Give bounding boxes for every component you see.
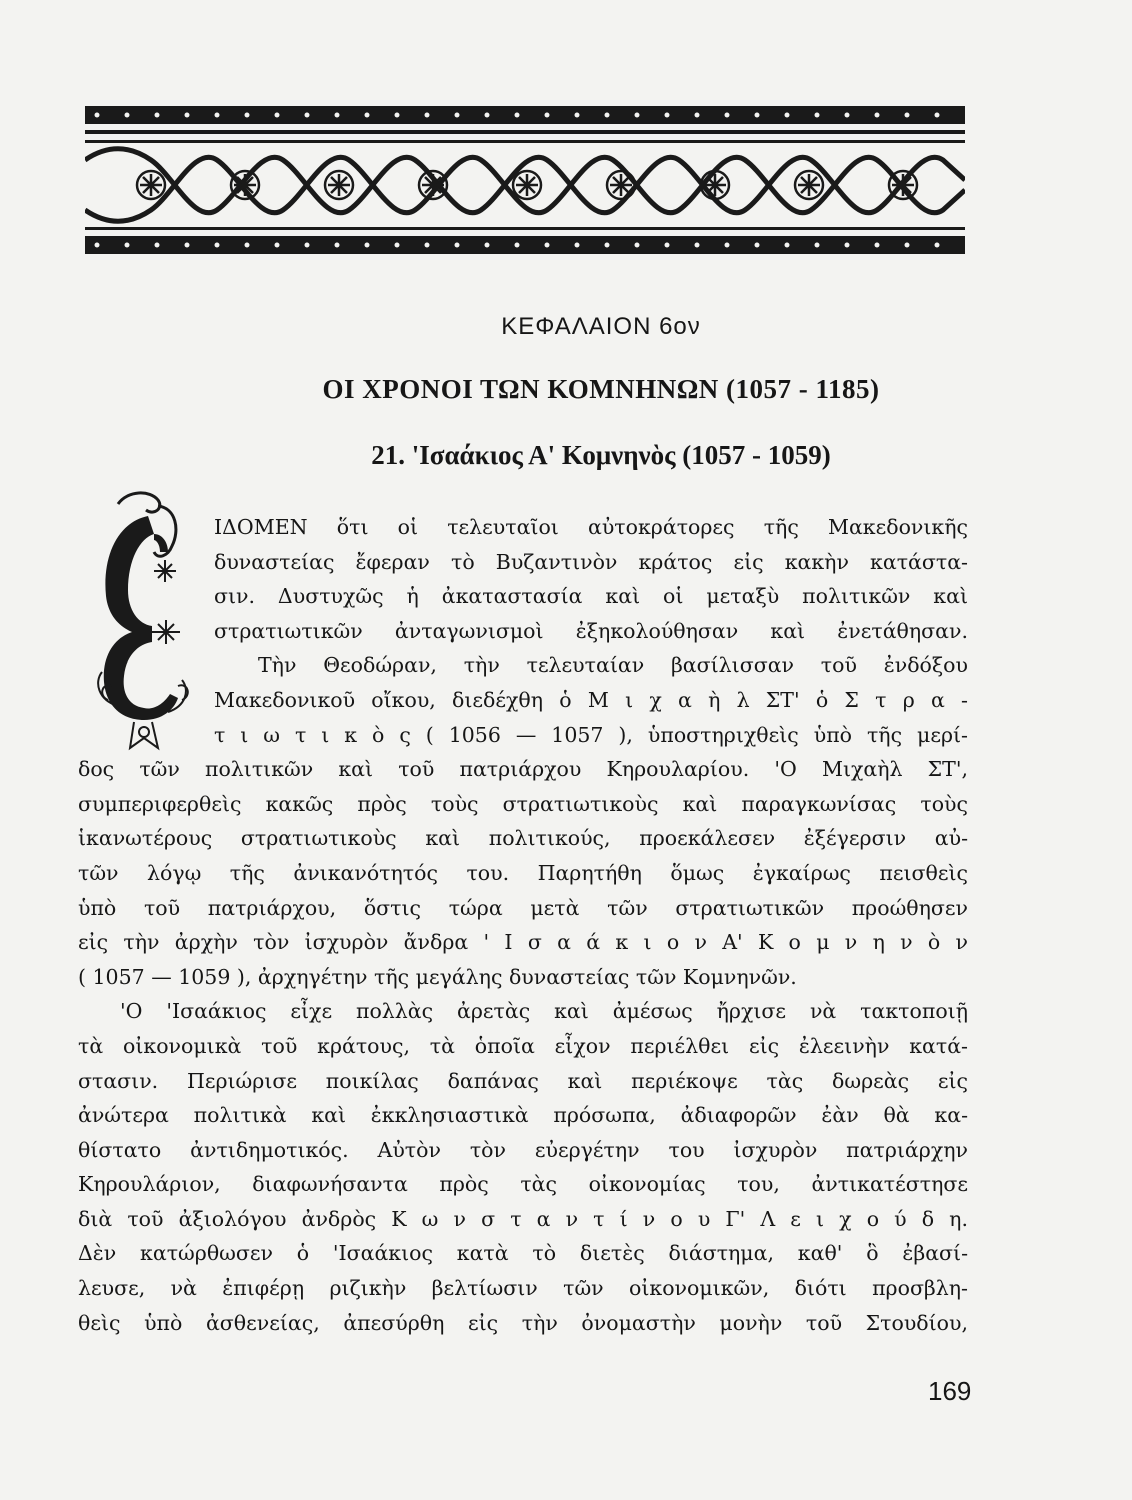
text-line: διὰ τοῦ ἀξιολόγου ἀνδρὸς Κ ω ν σ τ α ν τ ί ν ο υ Γ' Λ ε ι χ ο ύ δ η. [78,1206,968,1231]
text-line: σιν. Δυστυχῶς ἡ ἀκαταστασία καὶ οἱ μεταξὺ πολιτικῶν καὶ [214,584,968,609]
text-line: εἰς τὴν ἀρχὴν τὸν ἰσχυρὸν ἄνδρα ' Ι σ α ά κ ι ο ν Α' Κ ο μ ν η ν ὸ ν [78,930,968,955]
text-line: θίστατο ἀντιδημοτικός. Αὐτὸν τὸν εὐεργέτην του ἰσχυρὸν πατριάρχην [78,1137,968,1162]
text-line: ὑπὸ τοῦ πατριάρχου, ὅστις τώρα μετὰ τῶν στρατιωτικῶν προώθησεν [78,895,968,920]
decorative-band [85,100,965,260]
text-line: Δὲν κατώρθωσεν ὁ 'Ισαάκιος κατὰ τὸ διετὲς διάστημα, καθ' ὃ ἐβασί- [78,1241,968,1266]
text-line: ( 1057 — 1059 ), ἀρχηγέτην τῆς μεγάλης δυναστείας τῶν Κομνηνῶν. [78,964,797,989]
chapter-title: ΟΙ ΧΡΟΝΟΙ ΤΩΝ ΚΟΜΝΗΝΩΝ (1057 - 1185) [322,374,880,404]
text-line: θεὶς ὑπὸ ἀσθενείας, ἀπεσύρθη εἰς τὴν ὀνομαστὴν μονὴν τοῦ Στουδίου, [78,1310,968,1335]
text-line: ΙΔΟΜΕΝ ὅτι οἱ τελευταῖοι αὐτοκράτορες τῆς Μακεδονικῆς [214,515,968,539]
text-line: τ ι ω τ ι κ ὸ ς ( 1056 — 1057 ), ὑποστηριχθεὶς ὑπὸ τῆς μερί- [214,722,968,747]
text-line: ἱκανωτέρους στρατιωτικοὺς καὶ πολιτικούς, προεκάλεσεν ἐξέγερσιν αὐ- [78,826,968,851]
text-line: 'Ο 'Ισαάκιος εἶχε πολλὰς ἀρετὰς καὶ ἀμέσως ἤρχισε νὰ τακτοποιῇ [120,999,968,1024]
text-line: Μακεδονικοῦ οἴκου, διεδέχθη ὁ Μ ι χ α ὴ λ ΣΤ' ὁ Σ τ ρ α - [214,687,968,712]
text-line: Τὴν Θεοδώραν, τὴν τελευταίαν βασίλισσαν τοῦ ἐνδόξου [258,653,968,678]
text-line: στρατιωτικῶν ἀνταγωνισμοὶ ἐξηκολούθησαν καὶ ἐνετάθησαν. [214,618,968,643]
section-title: 21. 'Ισαάκιος Α' Κομνηνὸς (1057 - 1059) [371,440,831,470]
text-line: λευσε, νὰ ἐπιφέρῃ ριζικὴν βελτίωσιν τῶν οἰκονομικῶν, διότι προσβλη- [78,1276,968,1301]
page-number: 169 [928,1376,972,1406]
text-line: δυναστείας ἔφεραν τὸ Βυζαντινὸν κράτος εἰς κακὴν κατάστα- [214,549,968,574]
text-line: Κηρουλάριον, διαφωνήσαντα πρὸς τὰς οἰκονομίας του, ἀντικατέστησε [78,1172,968,1197]
body-text [78,510,968,1340]
chapter-label: ΚΕΦΑΛΑΙΟΝ 6ον [501,313,701,340]
text-line: τὰ οἰκονομικὰ τοῦ κράτους, τὰ ὁποῖα εἶχον περιέλθει εἰς ἐλεεινὴν κατά- [78,1033,968,1058]
text-line: στασιν. Περιώρισε ποικίλας δαπάνας καὶ περιέκοψε τὰς δωρεὰς εἰς [78,1068,968,1093]
text-line: δος τῶν πολιτικῶν καὶ τοῦ πατριάρχου Κηρουλαρίου. 'Ο Μιχαὴλ ΣΤ', [78,757,968,782]
text-line: τῶν λόγῳ τῆς ἀνικανότητός του. Παρητήθη ὅμως ἐγκαίρως πεισθεὶς [78,860,968,885]
text-line: ἀνώτερα πολιτικὰ καὶ ἐκκλησιαστικὰ πρόσωπα, ἀδιαφορῶν ἐὰν θὰ κα- [78,1103,968,1128]
text-line: συμπεριφερθεὶς κακῶς πρὸς τοὺς στρατιωτικοὺς καὶ παραγκωνίσας τοὺς [78,791,968,816]
